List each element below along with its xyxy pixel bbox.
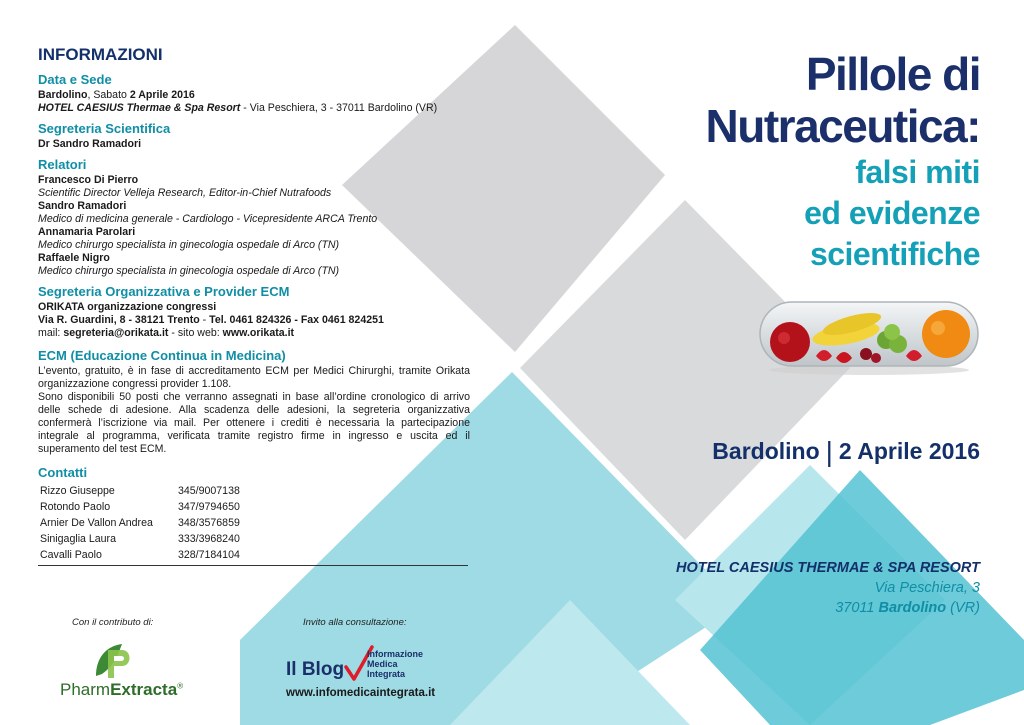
relatore-name: Sandro Ramadori xyxy=(38,200,127,212)
contact-name: Sinigaglia Laura xyxy=(40,533,116,545)
venue-block xyxy=(676,558,980,618)
divider xyxy=(38,565,468,566)
relatore-role: Scientific Director Velleja Research, Editor-in-Chief Nutrafoods xyxy=(38,187,332,199)
relatore-role: Medico chirurgo specialista in ginecologia ospedale di Arco (TN) xyxy=(38,265,340,277)
data-sede-line2 xyxy=(38,102,470,115)
data-sede-hotel: HOTEL CAESIUS Thermae & Spa Resort xyxy=(38,102,241,114)
fruit-pill-illustration xyxy=(756,298,982,376)
pharmextracta-leaf-icon xyxy=(92,640,142,680)
contact-phone: 333/3968240 xyxy=(178,533,240,545)
mail-link[interactable]: segreteria@orikata.it xyxy=(63,327,169,339)
blog-url-link[interactable]: www.infomedicaintegrata.it xyxy=(286,687,436,699)
table-row xyxy=(38,483,242,499)
relatore-role: Medico di medicina generale - Cardiologo - Vicepresidente ARCA Trento xyxy=(38,213,378,225)
venue-province: (VR) xyxy=(946,600,980,616)
contact-name: Rizzo Giuseppe xyxy=(40,485,115,497)
segreteria-org-title: Segreteria Organizzativa e Provider ECM xyxy=(38,284,290,299)
contact-phone: 345/9007138 xyxy=(178,485,240,497)
data-sede-address: - Via Peschiera, 3 - 37011 Bardolino (VR) xyxy=(240,102,438,114)
contact-name: Arnier De Vallon Andrea xyxy=(40,517,153,529)
segreteria-org-contact-line xyxy=(38,327,470,340)
blog-tagline xyxy=(367,649,423,679)
il-blog-logo xyxy=(286,645,466,705)
ecm-paragraph-2: Sono disponibili 50 posti che verranno assegnati in base all’ordine cronologico di arrivo delle schede di adesione. Alla scadenza delle adesioni, la segreteria organizzativa confermerà l’iscrizione via mail. Per ottenere i crediti è necessaria la partecipazione integrale al programma, verificata tramite registro firme in ingresso e uscita ed il superamento del test ECM. xyxy=(38,391,470,455)
relatore-role: Medico chirurgo specialista in ginecologia ospedale di Arco (TN) xyxy=(38,239,340,251)
info-heading: INFORMAZIONI xyxy=(38,45,163,64)
pharmextracta-logo xyxy=(60,640,200,710)
event-date: 2 Aprile 2016 xyxy=(838,438,980,464)
blog-tagline-line1: Informazione xyxy=(367,649,424,659)
segreteria-org-sep: - xyxy=(199,314,210,326)
contact-phone: 347/9794650 xyxy=(178,501,240,513)
event-date-line xyxy=(712,434,980,466)
segreteria-org-phones: Tel. 0461 824326 - Fax 0461 824251 xyxy=(209,314,384,326)
relatore-name: Annamaria Parolari xyxy=(38,226,136,238)
cover-title xyxy=(706,48,980,275)
web-link[interactable]: www.orikata.it xyxy=(222,327,295,339)
data-sede-date: 2 Aprile 2016 xyxy=(129,89,195,101)
ecm-paragraph-1: L’evento, gratuito, è in fase di accreditamento ECM per Medici Chirurghi, tramite Orikata organizzazione congressi provider 1.108. xyxy=(38,365,470,390)
venue-street: Via Peschiera, 3 xyxy=(874,580,980,596)
contact-name: Rotondo Paolo xyxy=(40,501,111,513)
relatore-name: Raffaele Nigro xyxy=(38,252,110,264)
segreteria-scientifica-name: Dr Sandro Ramadori xyxy=(38,138,142,150)
contributo-label: Con il contributo di: xyxy=(72,617,154,628)
table-row xyxy=(38,499,242,515)
segreteria-org-company: ORIKATA organizzazione congressi xyxy=(38,301,217,313)
blog-tagline-line2: Medica xyxy=(367,659,398,669)
segreteria-scientifica-title: Segreteria Scientifica xyxy=(38,121,171,136)
venue-city-line xyxy=(676,598,980,618)
extracta-text: Extracta xyxy=(110,680,178,699)
info-panel xyxy=(38,44,470,566)
subtitle-line2: ed evidenze xyxy=(804,195,980,231)
pharm-text: Pharm xyxy=(60,680,111,699)
pharmextracta-wordmark xyxy=(60,680,183,700)
title-line1: Pillole di xyxy=(805,48,980,100)
table-row xyxy=(38,547,242,563)
registered-mark: ® xyxy=(177,681,184,691)
contact-name: Cavalli Paolo xyxy=(40,549,102,561)
venue-zip: 37011 xyxy=(835,600,879,616)
subtitle-line3: scientifiche xyxy=(809,236,980,272)
contatti-title: Contatti xyxy=(38,465,88,480)
separator-bar: | xyxy=(825,436,833,467)
blog-tagline-line3: Integrata xyxy=(367,669,406,679)
relatore-name: Francesco Di Pierro xyxy=(38,174,139,186)
table-row xyxy=(38,531,242,547)
contact-phone: 348/3576859 xyxy=(178,517,240,529)
mail-label: mail: xyxy=(38,327,64,339)
invito-label: Invito alla consultazione: xyxy=(303,617,407,628)
segreteria-org-address-line xyxy=(38,314,470,327)
data-sede-line1 xyxy=(38,89,470,102)
data-sede-title: Data e Sede xyxy=(38,72,112,87)
segreteria-org-address: Via R. Guardini, 8 - 38121 Trento xyxy=(38,314,200,326)
venue-hotel: HOTEL CAESIUS THERMAE & SPA RESORT xyxy=(676,560,980,576)
relatori-title: Relatori xyxy=(38,157,87,172)
web-label: - sito web: xyxy=(168,327,223,339)
table-row xyxy=(38,515,242,531)
venue-city: Bardolino xyxy=(878,600,947,616)
subtitle-line1: falsi miti xyxy=(855,154,980,190)
data-sede-day: , Sabato xyxy=(87,89,130,101)
data-sede-place: Bardolino xyxy=(38,89,88,101)
title-line2: Nutraceutica: xyxy=(705,100,980,152)
ecm-title: ECM (Educazione Continua in Medicina) xyxy=(38,348,286,363)
blog-word: Il Blog xyxy=(286,659,345,680)
event-place: Bardolino xyxy=(712,438,820,464)
contacts-table xyxy=(38,483,242,563)
contact-phone: 328/7184104 xyxy=(178,549,240,561)
